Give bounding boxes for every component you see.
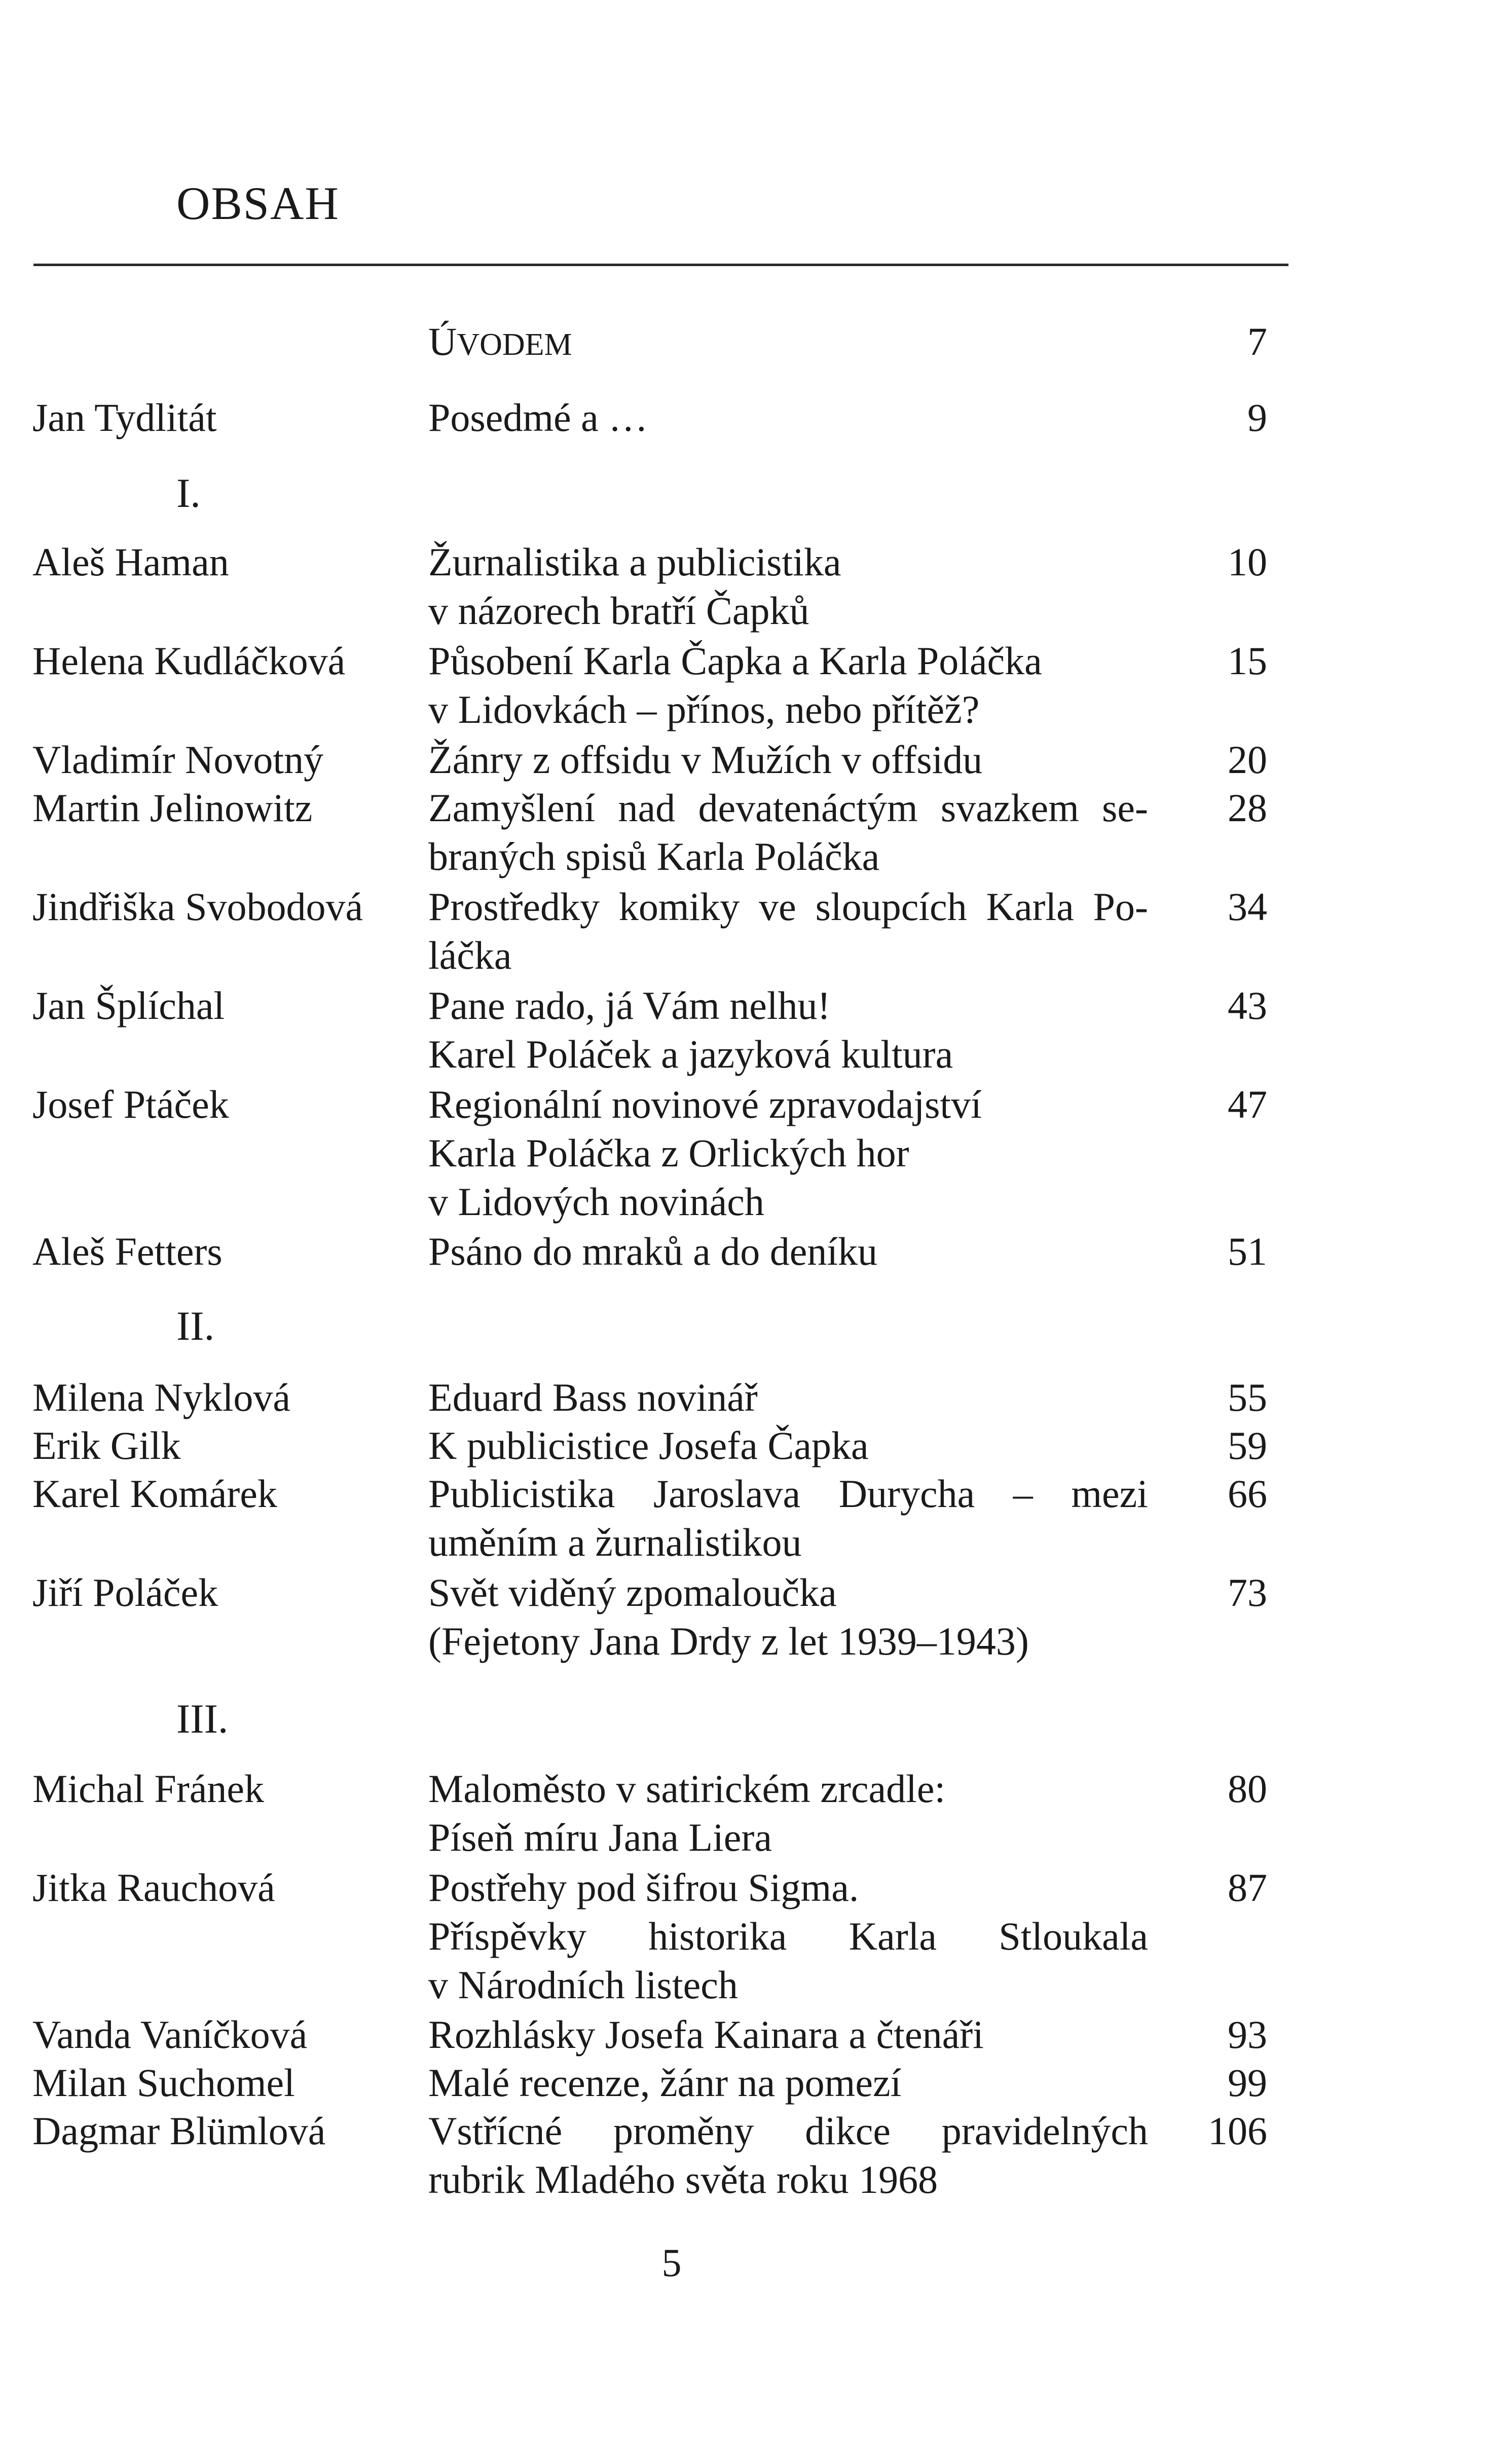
entry-author: Vladimír Novotný: [32, 738, 324, 782]
entry-title-line: Karel Poláček a jazyková kultura: [428, 1032, 953, 1076]
entry-title-word: se-: [1102, 786, 1148, 830]
entry-author: Jiří Poláček: [32, 1570, 218, 1614]
entry-title-word: ve: [759, 885, 796, 929]
entry-page: 34: [1228, 885, 1267, 929]
entry-title-word: komiky: [618, 885, 740, 929]
entry-title-line: Pane rado, já Vám nelhu!: [428, 983, 831, 1027]
entry-title-word: Publicistika: [428, 1472, 615, 1516]
entry-author: Jan Šplíchal: [32, 983, 225, 1027]
entry-title-line: [428, 1914, 1148, 1958]
entry-page: 80: [1228, 1767, 1267, 1811]
entry-title-word: dikce: [805, 2109, 891, 2153]
entry-title-word: historika: [648, 1914, 787, 1958]
entry-title-word: devatenáctým: [698, 786, 918, 830]
entry-title-word: nad: [618, 786, 676, 830]
entry-title-line: Působení Karla Čapka a Karla Poláčka: [428, 639, 1042, 683]
title-divider: [33, 264, 1288, 266]
entry-title-line: Žurnalistika a publicistika: [428, 540, 841, 584]
page-number: 5: [661, 2241, 682, 2285]
section-label: I.: [176, 470, 201, 516]
intro-title: [428, 319, 572, 363]
entry-author: Aleš Haman: [32, 540, 229, 584]
entry-title-line: v Národních listech: [428, 1963, 738, 2007]
entry-title-word: Karla: [849, 1914, 937, 1958]
entry-page: 51: [1228, 1229, 1267, 1273]
entry-author: Dagmar Blümlová: [32, 2109, 326, 2153]
entry-title-word: svazkem: [940, 786, 1079, 830]
section-label: II.: [176, 1303, 215, 1349]
entry-title-line: v Lidovkách – přínos, nebo přítěž?: [428, 687, 980, 731]
entry-page: 47: [1228, 1082, 1267, 1126]
entry-title-word: Příspěvky: [428, 1914, 586, 1958]
intro-title-rest: VODEM: [457, 327, 572, 362]
preface-author: Jan Tydlitát: [32, 395, 217, 439]
entry-page: 28: [1228, 786, 1267, 830]
entry-title-line: rubrik Mladého světa roku 1968: [428, 2157, 938, 2201]
entry-page: 87: [1228, 1865, 1267, 1910]
entry-author: Helena Kudláčková: [32, 639, 346, 683]
entry-title-word: Durycha: [838, 1472, 975, 1516]
entry-author: Michal Fránek: [32, 1767, 265, 1811]
entry-page: 73: [1228, 1570, 1267, 1614]
entry-title-line: Rozhlásky Josefa Kainara a čtenáři: [428, 2012, 984, 2057]
entry-author: Jindřiška Svobodová: [32, 885, 363, 929]
entry-title-line: [428, 2111, 1148, 2151]
entry-author: Milan Suchomel: [32, 2061, 295, 2105]
entry-author: Vanda Vaníčková: [32, 2012, 308, 2057]
entry-author: Martin Jelinowitz: [32, 786, 313, 830]
entry-title-word: mezi: [1071, 1472, 1148, 1516]
entry-title-word: Po-: [1093, 885, 1148, 929]
intro-title-initial: Ú: [428, 319, 457, 363]
entry-page: 20: [1228, 738, 1267, 782]
entry-author: Milena Nyklová: [32, 1375, 291, 1419]
entry-author: Aleš Fetters: [32, 1229, 223, 1273]
page-title: OBSAH: [176, 177, 340, 229]
entry-title-line: Regionální novinové zpravodajství: [428, 1082, 982, 1126]
entry-title-word: Vstřícné: [428, 2109, 563, 2153]
entry-title-line: [428, 1474, 1148, 1514]
entry-author: Karel Komárek: [32, 1472, 277, 1516]
entry-title-line: K publicistice Josefa Čapka: [428, 1423, 869, 1467]
entry-page: 106: [1208, 2109, 1267, 2153]
entry-title-line: Svět viděný zpomaloučka: [428, 1570, 837, 1614]
entry-page: 66: [1228, 1472, 1267, 1516]
entry-title-line: Malé recenze, žánr na pomezí: [428, 2061, 902, 2105]
entry-title-line: [428, 887, 1148, 927]
entry-title-word: pravidelných: [941, 2109, 1148, 2153]
entry-title-word: proměny: [613, 2109, 754, 2153]
entry-page: 93: [1228, 2012, 1267, 2057]
entry-title-word: Jaroslava: [653, 1472, 801, 1516]
entry-title-line: Maloměsto v satirickém zrcadle:: [428, 1767, 946, 1811]
entry-author: Erik Gilk: [32, 1423, 181, 1467]
entry-title-line: v Lidových novinách: [428, 1180, 764, 1224]
entry-title-word: Karla: [986, 885, 1074, 929]
entry-title-line: Eduard Bass novinář: [428, 1375, 758, 1419]
preface-page: 9: [1247, 395, 1267, 439]
preface-title: Posedmé a …: [428, 395, 648, 439]
entry-title-line: Píseň míru Jana Liera: [428, 1815, 772, 1859]
entry-title-line: [428, 788, 1148, 828]
entry-title-line: Psáno do mraků a do deníku: [428, 1229, 878, 1273]
entry-page: 43: [1228, 983, 1267, 1027]
entry-author: Jitka Rauchová: [32, 1865, 275, 1910]
entry-page: 10: [1228, 540, 1267, 584]
entry-title-line: braných spisů Karla Poláčka: [428, 834, 880, 878]
entry-title-word: Prostředky: [428, 885, 600, 929]
entry-title-line: uměním a žurnalistikou: [428, 1520, 802, 1564]
entry-title-line: v názorech bratří Čapků: [428, 589, 809, 633]
entry-title-word: Stloukala: [999, 1914, 1148, 1958]
entry-title-word: Zamyšlení: [428, 786, 596, 830]
entry-title-word: sloupcích: [815, 885, 967, 929]
entry-page: 15: [1228, 639, 1267, 683]
entry-title-line: Postřehy pod šifrou Sigma.: [428, 1865, 859, 1910]
entry-title-word: –: [1013, 1472, 1033, 1516]
entry-page: 59: [1228, 1423, 1267, 1467]
entry-title-line: (Fejetony Jana Drdy z let 1939–1943): [428, 1619, 1029, 1663]
entry-page: 99: [1228, 2061, 1267, 2105]
entry-title-line: Karla Poláčka z Orlických hor: [428, 1131, 909, 1175]
entry-page: 55: [1228, 1375, 1267, 1419]
intro-page: 7: [1247, 319, 1267, 363]
entry-author: Josef Ptáček: [32, 1082, 229, 1126]
entry-title-line: láčka: [428, 933, 512, 977]
section-label: III.: [176, 1696, 229, 1742]
entry-title-line: Žánry z offsidu v Mužích v offsidu: [428, 738, 983, 782]
